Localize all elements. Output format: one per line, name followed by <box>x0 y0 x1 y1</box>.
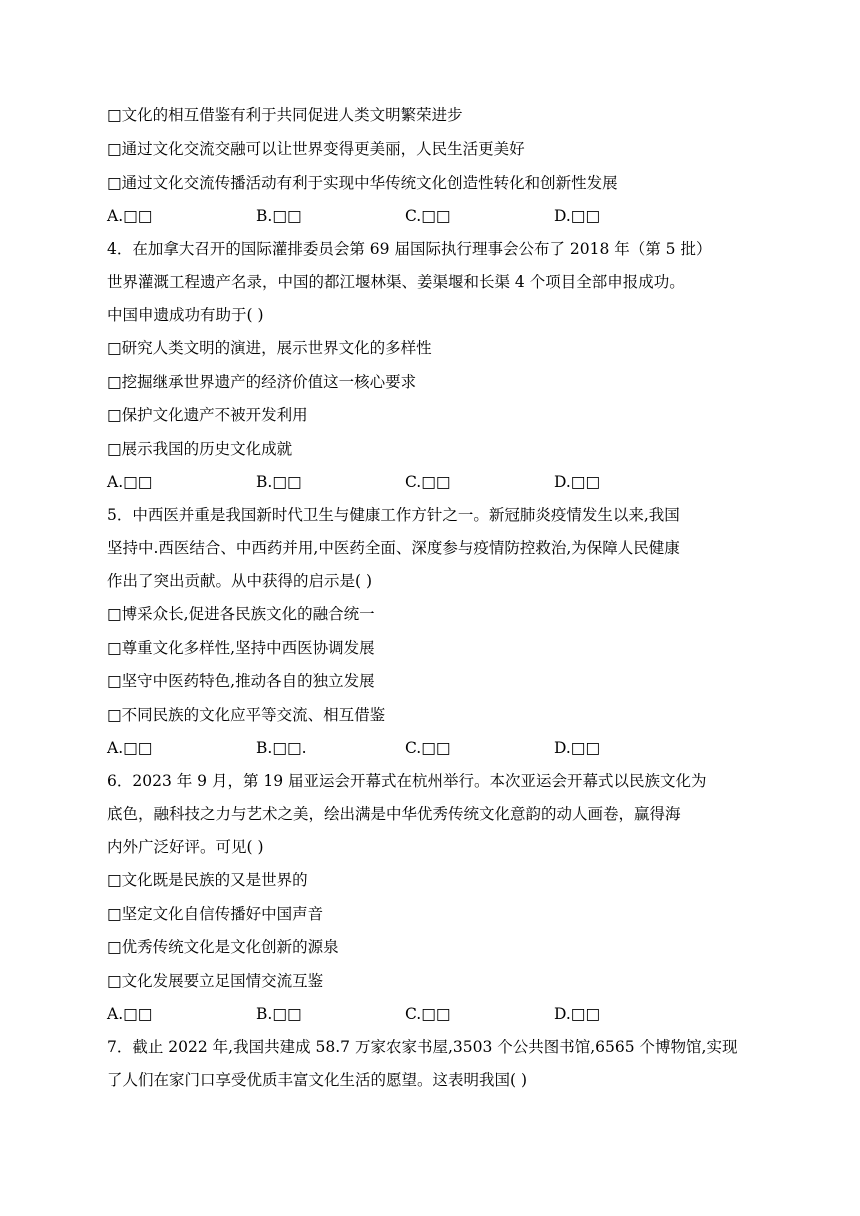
q5-statement-4: □不同民族的文化应平等交流、相互借鉴 <box>107 706 386 724</box>
q3-option-c: C.□□ <box>405 207 451 225</box>
q5-stem-line-3: 作出了突出贡献。从中获得的启示是( ) <box>107 572 373 590</box>
q3-option-b: B.□□ <box>256 207 302 225</box>
q4-statement-4: □展示我国的历史文化成就 <box>107 440 293 458</box>
q7-stem-line-2: 了人们在家门口享受优质丰富文化生活的愿望。这表明我国( ) <box>107 1071 528 1089</box>
q5-statement-3: □坚守中医药特色,推动各自的独立发展 <box>107 672 375 690</box>
q3-statement-1: □文化的相互借鉴有利于共同促进人类文明繁荣进步 <box>107 106 463 124</box>
q5-option-c: C.□□ <box>405 739 451 757</box>
q4-statement-2: □挖掘继承世界遗产的经济价值这一核心要求 <box>107 373 417 391</box>
q6-statement-3: □优秀传统文化是文化创新的源泉 <box>107 938 339 956</box>
q4-option-d: D.□□ <box>554 473 601 491</box>
q4-stem-line-3: 中国申遗成功有助于( ) <box>107 306 264 324</box>
q5-option-d: D.□□ <box>554 739 601 757</box>
q6-statement-2: □坚定文化自信传播好中国声音 <box>107 905 324 923</box>
q3-statement-3: □通过文化交流传播活动有利于实现中华传统文化创造性转化和创新性发展 <box>107 174 618 192</box>
q4-option-c: C.□□ <box>405 473 451 491</box>
q6-option-a: A.□□ <box>107 1005 153 1023</box>
q3-option-d: D.□□ <box>554 207 601 225</box>
q5-statement-2: □尊重文化多样性,坚持中西医协调发展 <box>107 639 375 657</box>
q6-statement-4: □文化发展要立足国情交流互鉴 <box>107 972 324 990</box>
q6-stem-line-1: 6．2023 年 9 月，第 19 届亚运会开幕式在杭州举行。本次亚运会开幕式以民族文化为 <box>107 772 707 790</box>
q6-option-b: B.□□ <box>256 1005 302 1023</box>
q5-options <box>107 737 757 759</box>
q3-statement-2: □通过文化交流交融可以让世界变得更美丽，人民生活更美好 <box>107 140 525 158</box>
q4-statement-1: □研究人类文明的演进，展示世界文化的多样性 <box>107 339 432 357</box>
q5-statement-1: □博采众长,促进各民族文化的融合统一 <box>107 605 375 623</box>
q6-stem-line-3: 内外广泛好评。可见( ) <box>107 838 264 856</box>
q4-statement-3: □保护文化遗产不被开发利用 <box>107 406 308 424</box>
q4-options <box>107 471 757 493</box>
q5-option-b: B.□□. <box>256 739 307 757</box>
q6-option-c: C.□□ <box>405 1005 451 1023</box>
q7-stem-line-1: 7．截止 2022 年,我国共建成 58.7 万家农家书屋,3503 个公共图书馆,6565 个博物馆,实现 <box>107 1038 738 1056</box>
q4-option-b: B.□□ <box>256 473 302 491</box>
q5-option-a: A.□□ <box>107 739 153 757</box>
q3-option-a: A.□□ <box>107 207 153 225</box>
q4-stem-line-1: 4．在加拿大召开的国际灌排委员会第 69 届国际执行理事会公布了 2018 年（第 5 批） <box>107 240 712 258</box>
q4-option-a: A.□□ <box>107 473 153 491</box>
q6-stem-line-2: 底色，融科技之力与艺术之美，绘出满是中华优秀传统文化意韵的动人画卷，赢得海 <box>107 805 681 823</box>
q5-stem-line-2: 坚持中.西医结合、中西药并用,中医药全面、深度参与疫情防控救治,为保障人民健康 <box>107 539 680 557</box>
q6-option-d: D.□□ <box>554 1005 601 1023</box>
q3-options <box>107 205 757 227</box>
q6-options <box>107 1003 757 1025</box>
q5-stem-line-1: 5．中西医并重是我国新时代卫生与健康工作方针之一。新冠肺炎疫情发生以来,我国 <box>107 506 680 524</box>
q4-stem-line-2: 世界灌溉工程遗产名录，中国的都江堰林渠、姜渠堰和长渠 4 个项目全部申报成功。 <box>107 273 685 291</box>
q6-statement-1: □文化既是民族的又是世界的 <box>107 871 308 889</box>
